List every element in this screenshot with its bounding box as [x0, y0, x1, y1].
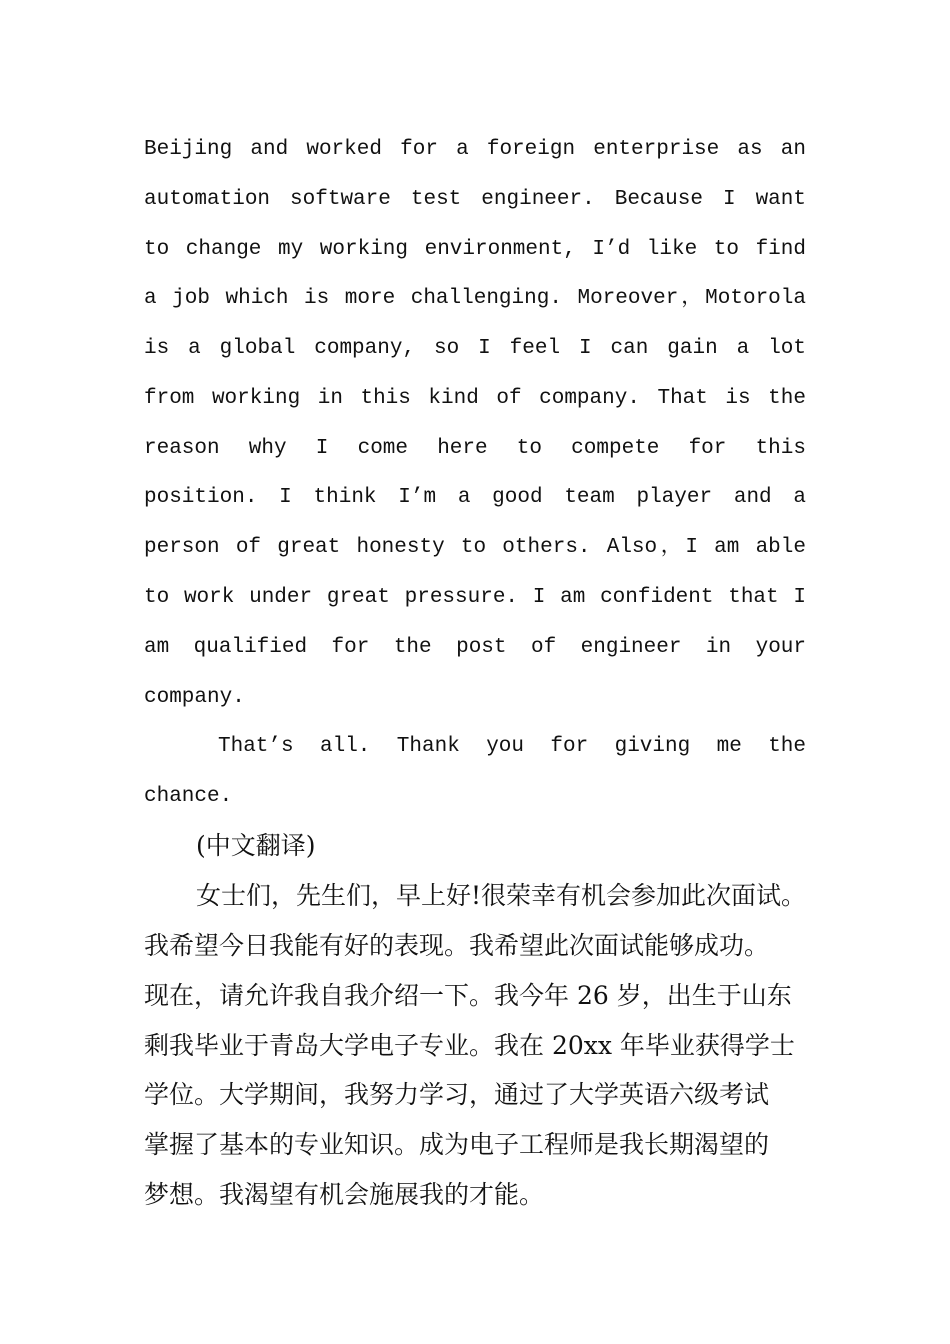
chinese-line-5: 学位。大学期间，我努力学习，通过了大学英语六级考试 — [144, 1080, 770, 1109]
chinese-line-7: 梦想。我渴望有机会施展我的才能。 — [144, 1180, 545, 1209]
english-line-11: am qualified for the post of engineer in your — [144, 636, 806, 659]
chinese-line-2: 我希望今日我能有好的表现。我希望此次面试能够成功。 — [144, 931, 770, 960]
english-line-10: to work under great pressure. I am confident that I — [144, 586, 806, 609]
english-line-6: from working in this kind of company. That is the — [144, 387, 806, 410]
chinese-line-4: 剩我毕业于青岛大学电子专业。我在 20xx 年毕业获得学士 — [144, 1031, 795, 1060]
english-line-8: position. I think I’m a good team player and a — [144, 486, 806, 509]
english-line-4: a job which is more challenging. Moreover，Motorola — [144, 287, 806, 310]
english-line-9: person of great honesty to others. Also，I am able — [144, 536, 806, 559]
english-line-1: Beijing and worked for a foreign enterprise as an — [144, 138, 806, 161]
english-line-12: company. — [144, 686, 245, 709]
english-line-2: automation software test engineer. Because I want — [144, 188, 806, 211]
closing-line-2: chance. — [144, 785, 233, 808]
english-line-3: to change my working environment, I’d like to find — [144, 238, 806, 261]
english-line-5: is a global company, so I feel I can gain a lot — [144, 337, 806, 360]
translation-heading: (中文翻译) — [196, 831, 316, 860]
chinese-line-1: 女士们，先生们，早上好!很荣幸有机会参加此次面试。 — [196, 881, 807, 910]
closing-line-1: That’s all. Thank you for giving me the — [218, 735, 806, 758]
chinese-line-3: 现在，请允许我自我介绍一下。我今年 26 岁，出生于山东 — [144, 981, 792, 1010]
english-line-7: reason why I come here to compete for this — [144, 437, 806, 460]
chinese-line-6: 掌握了基本的专业知识。成为电子工程师是我长期渴望的 — [144, 1130, 770, 1159]
